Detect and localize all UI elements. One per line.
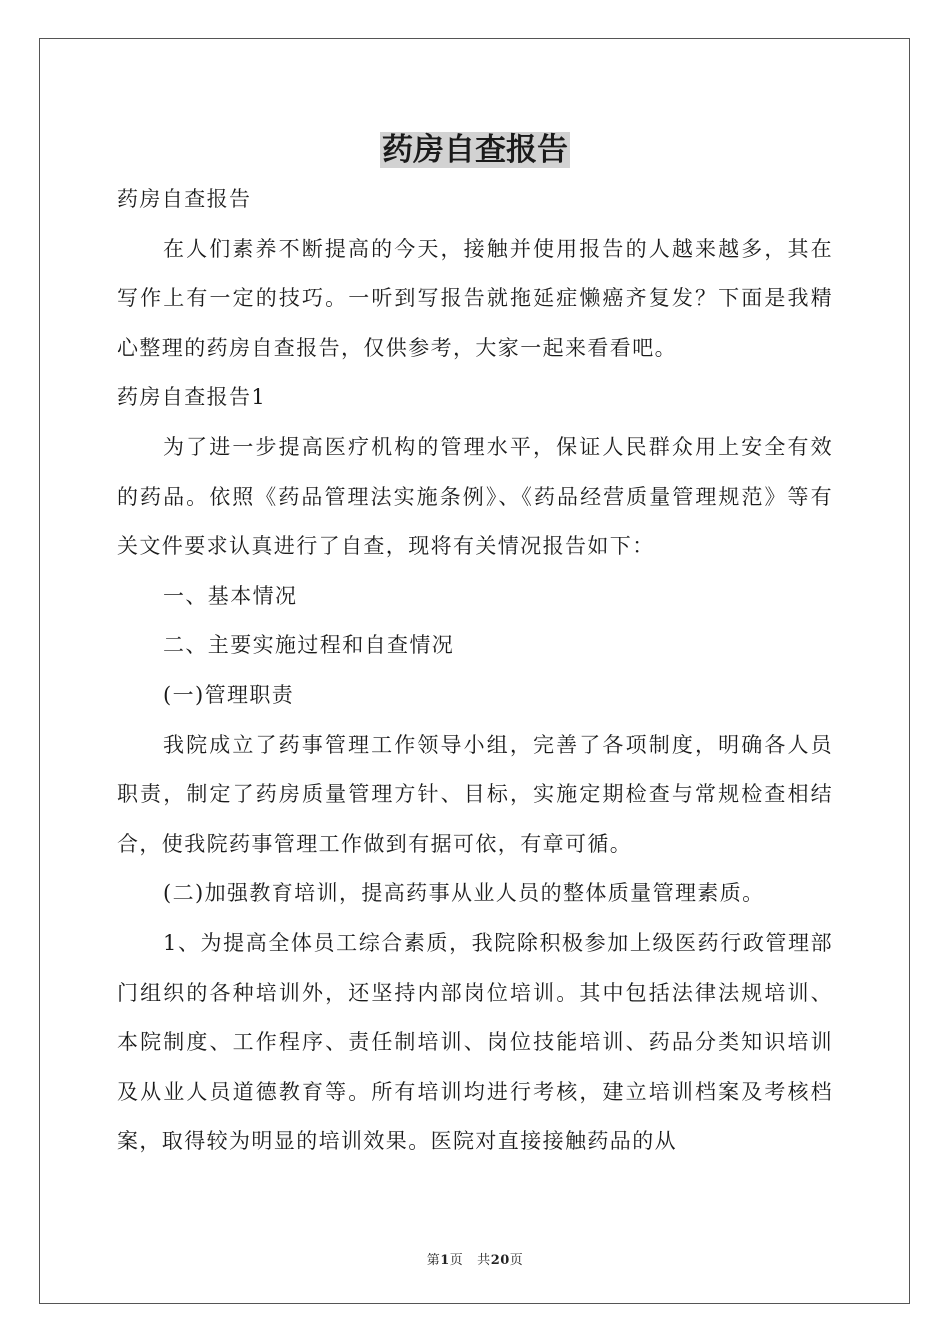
training-paragraph: 1、为提高全体员工综合素质，我院除积极参加上级医药行政管理部门组织的各种培训外，还坚持内部岗位培训。其中包括法律法规培训、本院制度、工作程序、责任制培训、岗位技能培训、药品分类知识培训及从业人员道德教育等。所有培训均进行考核，建立培训档案及考核档案，取得较为明显的培训效果。医院对直接接触药品的从 [117,930,833,1154]
intro-paragraph: 在人们素养不断提高的今天，接触并使用报告的人越来越多，其在写作上有一定的技巧。一听到写报告就拖延症懒癌齐复发？下面是我精心整理的药房自查报告，仅供参考，大家一起来看看吧。 [117,236,833,360]
document-title [117,126,833,174]
report-opening-paragraph: 为了进一步提高医疗机构的管理水平，保证人民群众用上安全有效的药品。依照《药品管理法实施条例》、《药品经营质量管理规范》等有关文件要求认真进行了自查，现将有关情况报告如下： [117,434,833,559]
page-prefix: 第 [426,1253,441,1268]
section-heading-report-1: 药房自查报告1 [117,385,267,410]
current-page-number: 1 [440,1253,450,1268]
subtitle-paragraph: 药房自查报告 [117,187,252,211]
document-title-text: 药房自查报告 [382,132,568,168]
heading-main-process: 二、主要实施过程和自查情况 [163,633,455,658]
heading-education-training: (二)加强教育培训，提高药事从业人员的整体质量管理素质。 [163,881,765,906]
heading-management-duties: (一)管理职责 [163,682,295,707]
page-suffix: 页 [449,1253,464,1268]
document-body [117,126,833,1167]
total-suffix: 页 [509,1253,524,1268]
page-footer [0,1249,950,1268]
management-duties-paragraph: 我院成立了药事管理工作领导小组，完善了各项制度，明确各人员职责，制定了药房质量管理方针、目标，实施定期检查与常规检查相结合，使我院药事管理工作做到有据可依，有章可循。 [117,732,833,856]
heading-basic-situation: 一、基本情况 [163,583,298,608]
total-page-number: 20 [490,1253,510,1268]
total-prefix: 共 [477,1253,491,1268]
